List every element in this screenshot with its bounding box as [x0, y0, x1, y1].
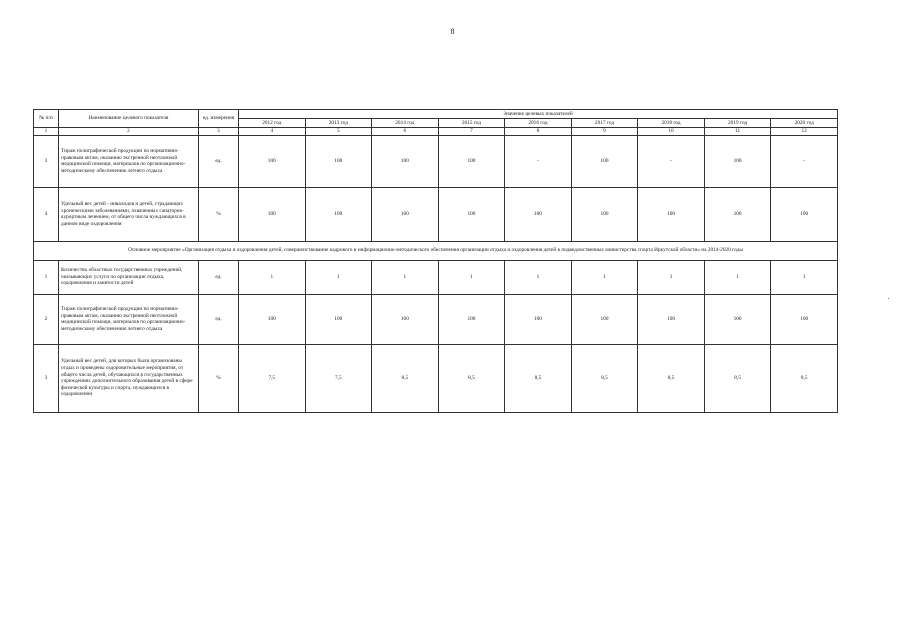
header-year: 2016 год [505, 119, 572, 128]
column-number: 3 [199, 128, 239, 136]
indicator-value: 100 [704, 294, 771, 344]
unit: ед. [199, 135, 239, 187]
indicator-value: - [638, 135, 705, 187]
indicator-value: 100 [438, 135, 505, 187]
indicator-value: 100 [571, 294, 638, 344]
column-number: 8 [505, 128, 572, 136]
indicator-value: 100 [372, 187, 439, 241]
row-number: 2 [34, 294, 59, 344]
table-row [34, 294, 838, 344]
indicator-value: 100 [771, 187, 838, 241]
indicator-value: 1 [372, 260, 439, 294]
indicator-value: 100 [239, 135, 306, 187]
section-title: Основное мероприятие «Организация отдыха и оздоровления детей, совершенствование кадрового и информационно-методического обеспечения организации отдыха и оздоровления детей в подведомственных министерства спорта Иркутской области» на 2014-2020 годы [34, 241, 838, 260]
page-number: 8 [450, 27, 455, 36]
header-unit: ед. измерения [199, 110, 239, 128]
indicator-value: 100 [638, 187, 705, 241]
indicator-value: 100 [638, 294, 705, 344]
indicator-value: 8,5 [438, 344, 505, 412]
column-number: 11 [704, 128, 771, 136]
indicator-value: - [505, 135, 572, 187]
column-number: 5 [305, 128, 372, 136]
indicator-value: 1 [305, 260, 372, 294]
table-row [34, 344, 838, 412]
column-number: 6 [372, 128, 439, 136]
table-row [34, 260, 838, 294]
indicator-value: 100 [305, 294, 372, 344]
indicator-value: 100 [505, 294, 572, 344]
row-number: 4 [34, 187, 59, 241]
indicator-value: 100 [239, 294, 306, 344]
indicator-value: 100 [571, 187, 638, 241]
column-number: 1 [34, 128, 59, 136]
header-num: № п/п [34, 110, 59, 128]
indicator-value: 1 [704, 260, 771, 294]
header-year: 2017 год [571, 119, 638, 128]
indicator-value: 100 [704, 187, 771, 241]
column-number: 12 [771, 128, 838, 136]
header-year: 2012 год [239, 119, 306, 128]
indicator-value: 1 [239, 260, 306, 294]
indicator-value: 100 [704, 135, 771, 187]
column-number: 2 [59, 128, 199, 136]
indicator-name: Тираж полиграфической продукции по нормативно-правовым актам, оказанию экстренной неотложной медицинской помощи, материалов по организационно-методическому обеспечению летнего отдыха [59, 294, 199, 344]
header-year: 2018 год [638, 119, 705, 128]
table-row [34, 187, 838, 241]
indicator-value: 100 [438, 294, 505, 344]
header-name: Наименование целевого показателя [59, 110, 199, 128]
unit: % [199, 187, 239, 241]
indicator-value: 8,5 [771, 344, 838, 412]
table-row [34, 135, 838, 187]
indicator-name: Количество областных государственных учреждений, оказывающих услуги по организации отдыха, оздоровления и занятости детей [59, 260, 199, 294]
header-values-group: Значение целевых показателей [239, 110, 838, 119]
indicator-value: 7,5 [239, 344, 306, 412]
unit: ед. [199, 294, 239, 344]
row-number: 3 [34, 135, 59, 187]
indicator-value: 8,5 [505, 344, 572, 412]
indicator-name: Удельный вес детей, для которых были организованы отдых и проведены оздоровительные мероприятия, от общего числа детей, обучающихся в государственных учреждениях дополнительного образования детей в сфере физической культуры и спорта, нуждающихся в оздоровлении [59, 344, 199, 412]
indicator-value: 8,5 [704, 344, 771, 412]
indicator-value: 8,5 [571, 344, 638, 412]
column-number: 9 [571, 128, 638, 136]
header-year: 2019 год [704, 119, 771, 128]
indicator-value: 1 [638, 260, 705, 294]
indicator-value: 100 [771, 294, 838, 344]
indicator-value: 8,5 [372, 344, 439, 412]
indicator-value: 1 [571, 260, 638, 294]
row-number: 1 [34, 260, 59, 294]
indicator-value: - [771, 135, 838, 187]
row-number: 3 [34, 344, 59, 412]
column-number: 7 [438, 128, 505, 136]
section-row [34, 241, 838, 260]
unit: % [199, 344, 239, 412]
column-number: 10 [638, 128, 705, 136]
header-year: 2014 год [372, 119, 439, 128]
indicator-name: Удельный вес детей - инвалидов и детей, страдающих хроническими заболеваниями, охваченных санаторно-курортным лечением, от общего числа нуждающихся в данном виде оздоровления [59, 187, 199, 241]
indicator-value: 100 [571, 135, 638, 187]
indicator-value: 7,5 [305, 344, 372, 412]
header-year: 2020 год [771, 119, 838, 128]
indicator-value: 100 [372, 135, 439, 187]
indicator-value: 1 [438, 260, 505, 294]
indicator-value: 100 [505, 187, 572, 241]
indicator-value: 100 [372, 294, 439, 344]
unit: ед. [199, 260, 239, 294]
scan-speck [888, 298, 889, 299]
indicators-table [33, 109, 838, 413]
indicator-value: 1 [505, 260, 572, 294]
header-year: 2015 год [438, 119, 505, 128]
indicator-value: 100 [239, 187, 306, 241]
indicator-value: 100 [305, 135, 372, 187]
indicator-name: Тираж полиграфической продукции по нормативно-правовым актам, оказанию экстренной неотложной медицинской помощи, материалов по организационно-методическому обеспечению летнего отдыха [59, 135, 199, 187]
header-year: 2013 год [305, 119, 372, 128]
column-number: 4 [239, 128, 306, 136]
indicator-value: 1 [771, 260, 838, 294]
indicator-value: 8,5 [638, 344, 705, 412]
indicator-value: 100 [438, 187, 505, 241]
indicator-value: 100 [305, 187, 372, 241]
